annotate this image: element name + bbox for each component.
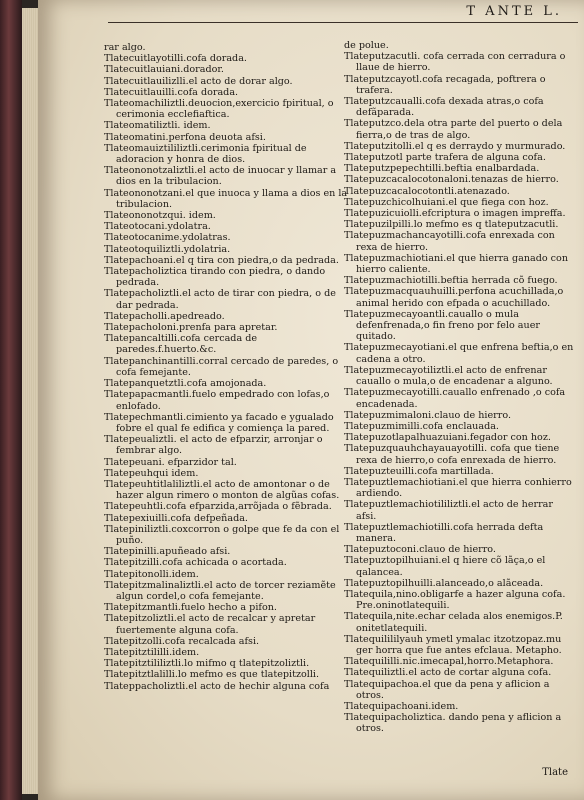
dictionary-entry: Tlatepeualiztli. el acto de efparzir, arronjar o fembrar algo. [104,434,323,457]
dictionary-entry: Tlatepuzmecayoantli.cauallo o mula defenfrenada,o fin freno por felo auer quitado. [344,308,540,343]
dictionary-entry: Tlatepuztlemachiotiani.el que hierra conhierro ardiendo. [344,476,572,500]
dictionary-entry: rar algo. [104,42,146,53]
dictionary-entry: Tlatepitzilli.cofa achicada o acortada. [104,557,287,569]
dictionary-entry: Tlatepitzmalinaliztli.el acto de torcer reziamẽte algun cordel,o cofa femejante. [104,579,336,602]
dictionary-entry: Tlatepuzotlapalhuazuiani.fegador con hoz. [344,432,551,444]
dictionary-entry: Tlatepuztopilhuiani.el q hiere cõ lãça,o el qalancea. [344,555,546,578]
dictionary-entry: Tlatepuzchicolhuiani.el que fiega con hoz. [344,196,549,208]
dictionary-entry: Tlatecuitlauiani.dorador. [104,64,224,76]
dictionary-entry: Tlatequililli.nic.imecapal,horro.Metaphora. [344,656,554,668]
dictionary-entry: Tlatepuztopilhuilli.alanceado,o alãceada. [344,577,544,589]
dictionary-entry: Tlatepuzmachiotiani.el que hierra ganado con hierro caliente. [344,252,569,276]
dictionary-entry: Tlateomatini.perfona deuota afsi. [104,131,266,143]
dictionary-entry: Tlatepacholoni.prenfa para apretar. [104,322,278,334]
book-page [38,0,584,800]
dictionary-entry: Tlatepachoani.el q tira con piedra,o da pedrada. [104,254,339,266]
dictionary-entry: Tlatequila,nino.obligarfe a hazer alguna cofa. Pre.oninotlatequili. [344,588,566,612]
dictionary-entry: Tlateotoquiliztli.ydolatria. [104,243,231,255]
dictionary-entry: Tlateononotzqui. idem. [104,210,216,222]
dictionary-entry: Tlatepuzteuilli.cofa martillada. [344,465,494,477]
dictionary-entry: Tlateputzotl parte trafera de alguna cofa. [344,152,546,164]
dictionary-entry: Tlatepuzmacquauhuilli.perfona acuchillada,o animal herido con efpada o acuchillado. [344,286,564,309]
dictionary-entry: Tlatepacholli.apedreado. [104,310,225,322]
dictionary-entry: Tlatepeuani. efparzidor tal. [104,456,237,468]
running-head: T ANTE L. [466,4,562,19]
dictionary-entry: Tlatepuzmachancayotilli.cofa enrexada con rexa de hierro. [344,230,555,253]
dictionary-entry: Tlatecuitlauilizlli.el acto de dorar algo. [104,75,293,87]
dictionary-entry: Tlatepanchinantilli.corral cercado de paredes, o cofa femejante. [104,355,339,378]
dictionary-entry: Tlateputzpepechtilli.beftia enalbardada. [344,163,540,175]
dictionary-entry: Tlatepiniliztli.coxcorron o golpe que fe da con el puño. [104,523,340,546]
dictionary-entry: Tlatepeuhqui idem. [104,467,199,479]
dictionary-entry: Tlatepeuhtli.cofa efparzida,arrõjada o fẽbrada. [104,501,332,513]
dictionary-entry: Tlateputzco.dela otra parte del puerto o dela fierra,o de tras de algo. [344,118,563,141]
dictionary-entry: Tlateononotzani.el que inuoca y llama a dios en la tribulacion. [104,187,348,210]
dictionary-entry: Tlateomauiztililiztli.cerimonia fpiritual de adoracion y honra de dios. [104,142,307,166]
dictionary-entry: Tlatepuzcacalocotonaloni.tenazas de hierro. [344,174,559,186]
left-column [104,42,354,692]
dictionary-entry: de polue. [344,40,389,51]
dictionary-entry: Tlatepitzoliztli.el acto de recalcar y apretar fuertemente alguna cofa. [104,613,316,636]
dictionary-entry: Tlatecuitlauilli.cofa dorada. [104,86,239,98]
dictionary-entry: Tlatepuzmimaloni.clauo de hierro. [344,409,512,421]
dictionary-entry: Tlatepanquetztli.cofa amojonada. [104,378,267,390]
dictionary-entry: Tlatepuzmecayotiliztli.el acto de enfrenar cauallo o mula,o de encadenar a alguno. [344,364,553,388]
dictionary-entry: Tlatequipacholiztica. dando pena y aflicion a otros. [344,712,562,735]
dictionary-entry: Tlatequipachoani.idem. [344,700,459,712]
dictionary-entry: Tlatepitzmantli.fuelo hecho a pifon. [104,602,277,614]
dictionary-entry: Tlatepitztililiztli.lo mifmo q tlatepitzoliztli. [104,658,310,670]
dictionary-entry: Tlatepuzcacalocotontli.atenazado. [344,185,510,197]
dictionary-entry: Tlateputzcaualli.cofa dexada atras,o cofa defãparada. [344,96,544,119]
dictionary-entry: Tlateotocanime.ydolatras. [104,232,231,244]
dictionary-entry: Tlatepancaltilli.cofa cercada de paredes.f.huerto.&c. [104,333,258,356]
dictionary-entry: Tlatepeuhtitlaliliztli.el acto de amontonar o de hazer algun rimero o monton de algũas cofas. [104,478,340,502]
dictionary-entry: Tlatepitzolli.cofa recalcada afsi. [104,635,260,647]
dictionary-entry: Tlatepechmantli.cimiento ya facado e ygualado fobre el qual fe edifica y comiença la pared. [104,411,334,434]
dictionary-entry: Tlatepuztoconi.clauo de hierro. [344,544,496,556]
dictionary-entry: Tlateputzitolli.el q es derraydo y murmurado. [344,140,566,152]
book-binding [0,0,22,800]
dictionary-entry: Tlatepuztlemachiotilli.cofa herrada defta manera. [344,521,544,544]
header-rule [108,22,578,23]
dictionary-entry: Tlatepitztililli.idem. [104,646,200,658]
dictionary-entry: Tlatepuzmimilli.cofa enclauada. [344,420,499,432]
dictionary-entry: Tlatepexiuilli.cofa defpeñada. [104,512,248,524]
dictionary-entry: Tlatequila,nite.echar celada alos enemigos.P. onitetlatequili. [344,611,563,634]
dictionary-entry: Tlateononotzaliztli.el acto de inuocar y llamar a dios en la tribulacion. [104,165,337,188]
dictionary-entry: Tlatepuzquauhchayauayotilli. cofa que tiene rexa de hierro,o cofa enrexada de hierro. [344,443,560,466]
dictionary-entry: Tlateomachiliztli.deuocion,exercicio fpiritual, o cerimonia ecclefiaftica. [104,98,334,121]
dictionary-entry: Tlatepuzmachiotilli.beftia herrada cõ fuego. [344,275,558,287]
dictionary-entry: Tlatepitonolli.idem. [104,568,199,580]
dictionary-entry: Tlatequiliztli.el acto de cortar alguna cofa. [344,667,552,679]
dictionary-entry: Tlatepitztlalilli.lo mefmo es que tlatepitzolli. [104,669,320,681]
dictionary-entry: Tlateputzcayotl.cofa recagada, poftrera o trafera. [344,73,546,96]
dictionary-entry: Tlatecuitlayotilli.cofa dorada. [104,53,247,65]
right-column [344,40,576,735]
dictionary-entry: Tlatepuzicuiolli.efcriptura o imagen impreffa. [344,208,566,220]
dictionary-entry: Tlatepinilli.apuñeado afsi. [104,546,231,558]
dictionary-entry: Tlateomatiliztli. idem. [104,120,211,132]
dictionary-entry: Tlatepuzmecayotiani.el que enfrena beftia,o en cadena a otro. [344,342,574,365]
dictionary-entry: Tlateputzacutli. cofa cerrada con cerradura o llaue de hierro. [344,51,566,74]
dictionary-entry: Tlateppacholiztli.el acto de hechir alguna cofa [104,680,330,692]
dictionary-entry: Tlatepapacmantli.fuelo empedrado con lofas,o enlofado. [104,389,330,412]
dictionary-entry: Tlatepuzmecayotilli.cauallo enfrenado ,o cofa encadenada. [344,387,566,410]
page-edges [22,8,38,794]
dictionary-entry: Tlatequipachoa.el que da pena y aflicion a otros. [344,678,550,701]
dictionary-entry: Tlatepacholiztica tirando con piedra, o dando pedrada. [104,266,326,289]
dictionary-entry: Tlatequilililyauh ymetl ymalac itzotzopaz.mu ger horra que fue antes efclaua. Metapho. [344,633,562,656]
dictionary-entry: Tlatepacholiztli.el acto de tirar con piedra, o de dar pedrada. [104,288,336,311]
dictionary-entry: Tlatepuzilpilli.lo mefmo es q tlateputzacutli. [344,219,559,231]
dictionary-entry: Tlateotocani.ydolatra. [104,221,211,233]
catchword: Tlate [542,767,568,778]
dictionary-entry: Tlatepuztlemachiotililiztli.el acto de herrar afsi. [344,499,553,522]
